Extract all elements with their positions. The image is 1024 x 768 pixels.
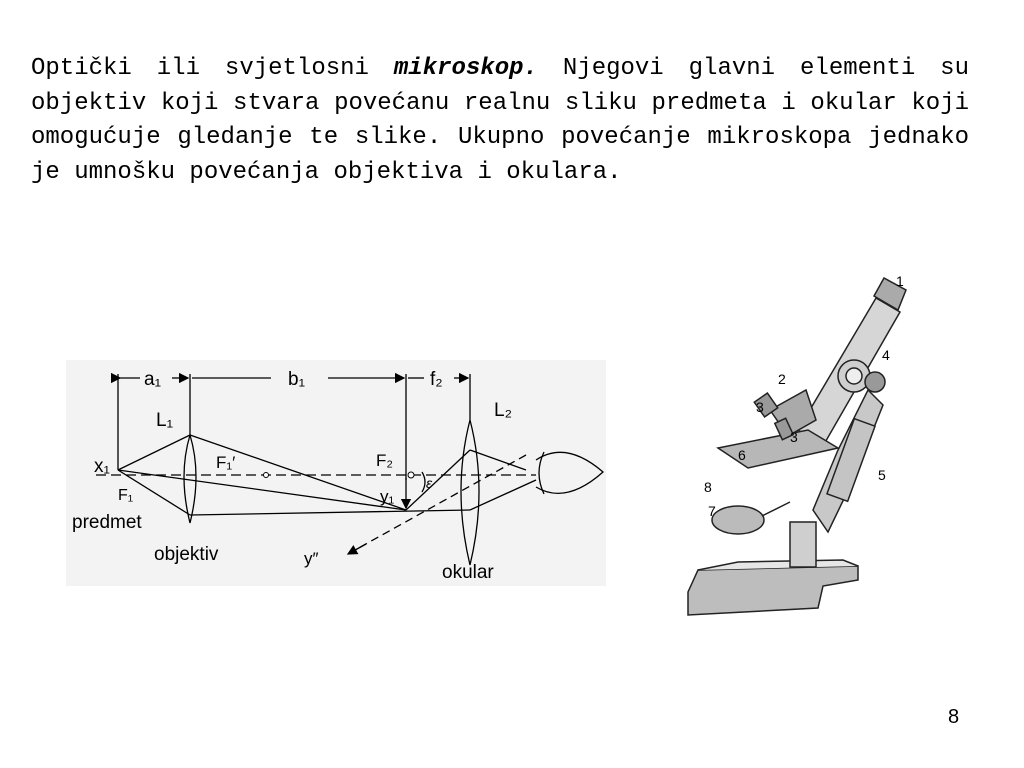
label-l1: L₁: [156, 410, 173, 431]
label-a1: a₁: [144, 369, 161, 390]
optical-diagram-svg: [66, 360, 606, 586]
part-label: 5: [878, 467, 886, 483]
label-f1-prime: F₁′: [216, 453, 236, 472]
label-okular: okular: [442, 562, 494, 583]
label-f1: F₁: [118, 487, 134, 504]
label-y1: y₁: [380, 487, 395, 506]
microscope-illustration: [678, 270, 923, 622]
label-b1: b₁: [288, 369, 305, 390]
part-label: 3: [790, 429, 798, 445]
label-l2: L₂: [494, 400, 512, 421]
part-label: 8: [704, 479, 712, 495]
part-label: 7: [708, 503, 716, 519]
label-epsilon: ε: [426, 475, 433, 491]
microscope-mirror: [712, 506, 764, 534]
part-label: 4: [882, 347, 890, 363]
paragraph-body: Njegovi glavni elementi su objektiv koji stvara povećanu realnu sliku predmeta i okular koji omogućuje gledanje te slike. Ukupno povećanje mikroskopa jednako je umnošku povećanja objektiva i okulara.: [31, 55, 969, 186]
label-f2-focus: F₂: [376, 451, 393, 470]
microscope-pillar: [790, 522, 816, 567]
part-label: 2: [778, 371, 786, 387]
part-label: 6: [738, 447, 746, 463]
keyword-mikroskop: mikroskop.: [393, 55, 538, 82]
label-y-double-prime: y″: [304, 549, 319, 568]
part-label: 3: [756, 399, 764, 415]
microscope-base: [688, 566, 858, 615]
label-predmet: predmet: [72, 512, 142, 533]
label-x1: x₁: [94, 456, 110, 477]
label-f2: f₂: [430, 369, 443, 390]
lens-l2: [461, 420, 479, 565]
part-label: 1: [896, 273, 904, 289]
microscope-svg: [678, 270, 923, 622]
paragraph-intro: Optički ili svjetlosni: [31, 55, 394, 82]
optical-diagram: [66, 360, 606, 586]
page-number: 8: [948, 706, 960, 728]
eye-outline: [536, 452, 603, 493]
description-paragraph: [31, 52, 969, 190]
label-objektiv: objektiv: [154, 544, 219, 565]
